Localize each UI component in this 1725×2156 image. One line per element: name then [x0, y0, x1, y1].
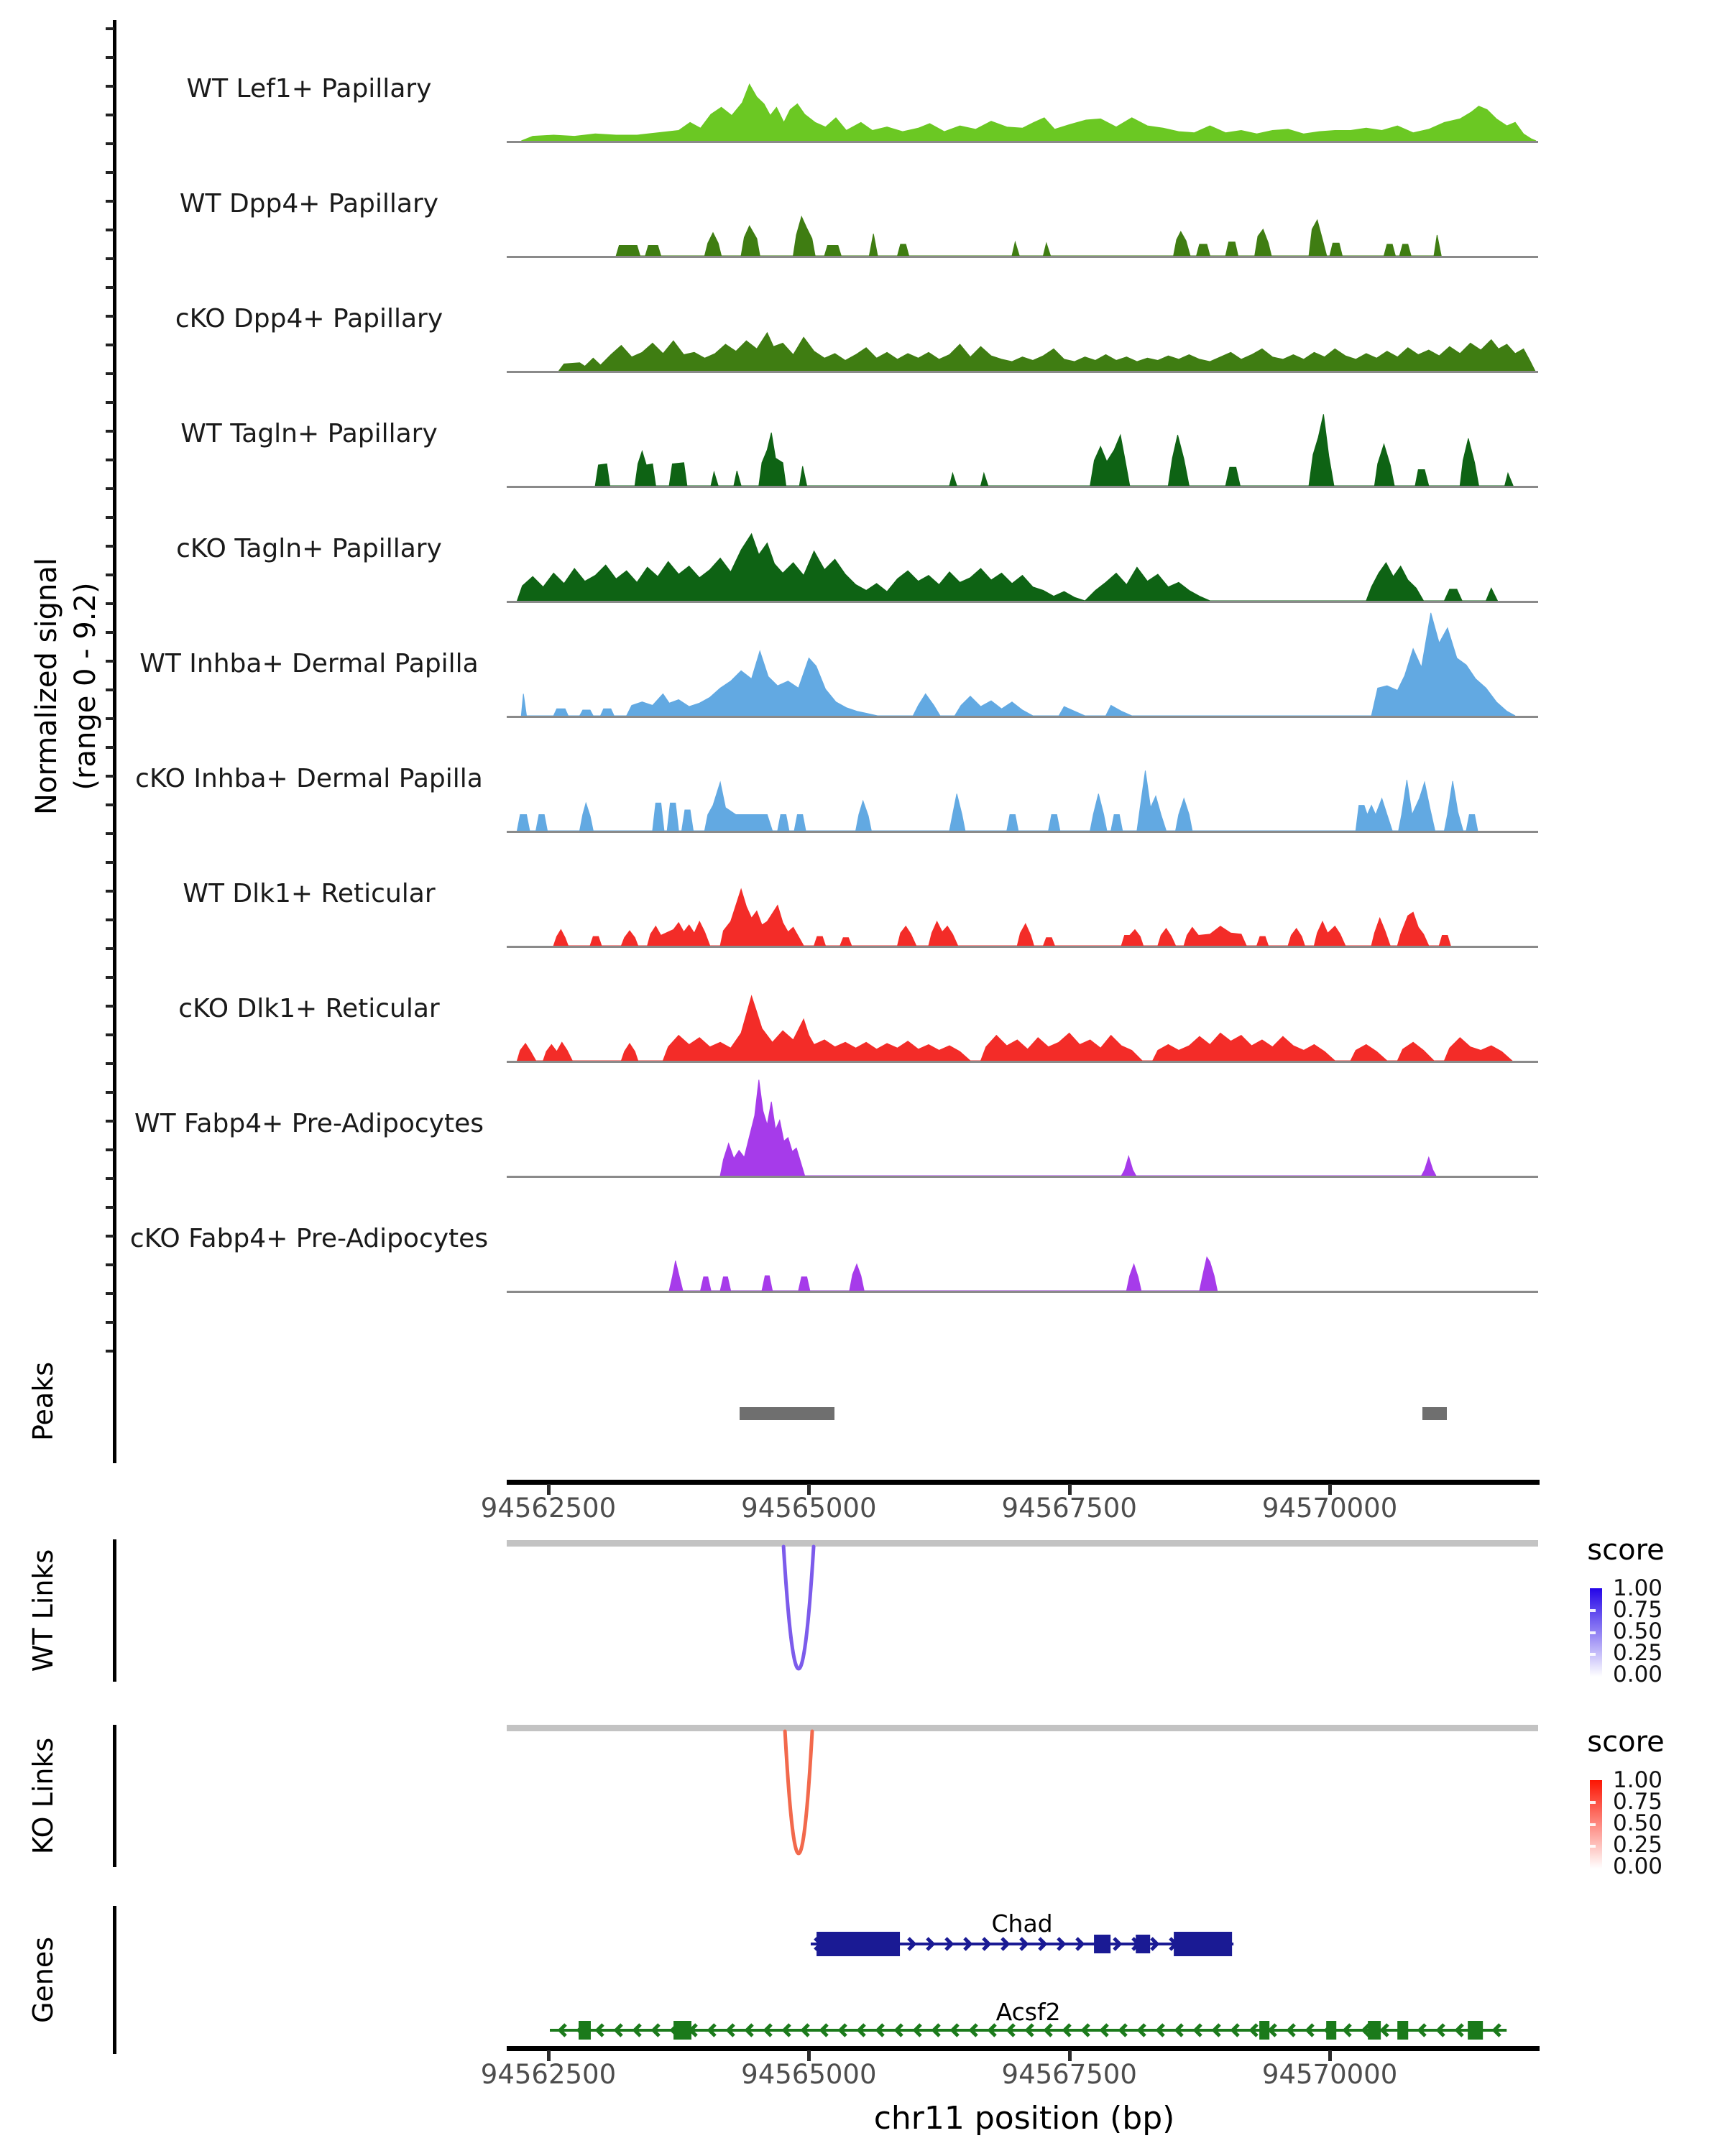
coverage-signal: [507, 724, 1538, 833]
section-label-ko-links: KO Links: [27, 1737, 59, 1855]
coverage-signal: [507, 609, 1538, 718]
track-label: WT Fabp4+ Pre-Adipocytes: [134, 1109, 484, 1138]
y-axis-tick: [106, 602, 114, 605]
y-axis-tick: [106, 229, 114, 231]
track-label: WT Lef1+ Papillary: [186, 74, 432, 103]
ko-score-label-100: 1.00: [1613, 1767, 1663, 1793]
track-baseline: [507, 601, 1538, 603]
y-axis-label-line1: Normalized signal: [30, 558, 63, 815]
y-axis-tick: [106, 1091, 114, 1094]
track-baseline: [507, 486, 1538, 488]
coverage-signal: [507, 149, 1538, 258]
gene-label: Acsf2: [995, 1998, 1061, 2026]
y-axis-tick: [106, 459, 114, 461]
y-axis-tick: [106, 27, 114, 30]
y-axis-tick: [106, 573, 114, 576]
genomic-axis-tick-label: 94567500: [1001, 2059, 1137, 2090]
section-label-peaks: Peaks: [27, 1361, 59, 1442]
wt-score-label-000: 0.00: [1613, 1662, 1663, 1687]
genomic-axis-tick-label: 94562500: [480, 1493, 617, 1524]
wt-links-axis-line: [113, 1539, 116, 1682]
y-axis-tick: [106, 688, 114, 691]
track-baseline: [507, 1061, 1538, 1063]
y-axis-tick: [106, 746, 114, 749]
y-axis-tick: [106, 1033, 114, 1036]
track-label: WT Inhba+ Dermal Papilla: [139, 649, 479, 678]
y-axis-tick: [106, 947, 114, 950]
wt-score-label-075: 0.75: [1613, 1597, 1663, 1623]
wt-score-label-050: 0.50: [1613, 1618, 1663, 1644]
wt-score-legend-title: score: [1587, 1534, 1665, 1567]
genomic-axis-tick-label: 94562500: [480, 2059, 617, 2090]
y-axis-tick: [106, 56, 114, 59]
y-axis-tick: [106, 803, 114, 806]
track-baseline: [507, 946, 1538, 948]
y-axis-tick: [106, 1263, 114, 1266]
wt-score-label-100: 1.00: [1613, 1575, 1663, 1601]
track-label: WT Dpp4+ Papillary: [179, 189, 439, 218]
genomic-axis-tick-label: 94565000: [741, 2059, 877, 2090]
track-baseline: [507, 716, 1538, 718]
link-loop: [507, 1725, 1538, 1869]
y-axis-tick: [106, 918, 114, 921]
y-axis-label-line2: (range 0 - 9.2): [69, 582, 102, 791]
y-axis-tick: [106, 1062, 114, 1065]
ko-score-label-075: 0.75: [1613, 1789, 1663, 1815]
y-axis-tick: [106, 861, 114, 864]
y-axis-tick: [106, 401, 114, 404]
x-axis-title: chr11 position (bp): [873, 2100, 1175, 2137]
coverage-signal: [507, 34, 1538, 143]
track-label: WT Dlk1+ Reticular: [183, 879, 436, 908]
gene-label: Chad: [991, 1909, 1053, 1938]
y-axis-tick: [106, 344, 114, 346]
track-label: cKO Tagln+ Papillary: [176, 534, 442, 563]
track-label: cKO Fabp4+ Pre-Adipocytes: [129, 1224, 489, 1253]
y-axis-tick: [106, 1148, 114, 1151]
track-label: cKO Inhba+ Dermal Papilla: [135, 764, 483, 793]
coverage-signal: [507, 839, 1538, 948]
ko-score-label-050: 0.50: [1613, 1810, 1663, 1836]
y-axis-line: [113, 20, 116, 1353]
y-axis-tick: [106, 1292, 114, 1295]
y-axis-tick: [106, 516, 114, 519]
y-axis-tick: [106, 257, 114, 260]
y-axis-tick: [106, 114, 114, 116]
ko-score-colorbar: [1590, 1780, 1602, 1869]
y-axis-tick: [106, 631, 114, 634]
track-baseline: [507, 141, 1538, 143]
y-axis-tick: [106, 717, 114, 720]
y-axis-tick: [106, 1177, 114, 1180]
track-baseline: [507, 1291, 1538, 1293]
track-baseline: [507, 1176, 1538, 1178]
y-axis-tick: [106, 286, 114, 289]
y-axis-tick: [106, 1321, 114, 1324]
y-axis-tick: [106, 976, 114, 979]
coverage-signal: [507, 264, 1538, 373]
track-baseline: [507, 371, 1538, 373]
section-label-genes: Genes: [27, 1936, 59, 2024]
y-axis-tick: [106, 1206, 114, 1209]
y-axis-tick: [106, 142, 114, 145]
wt-score-label-025: 0.25: [1613, 1640, 1663, 1666]
wt-score-colorbar: [1590, 1588, 1602, 1677]
ko-score-label-000: 0.00: [1613, 1853, 1663, 1879]
y-axis-tick: [106, 171, 114, 174]
y-axis-tick: [106, 832, 114, 835]
genomic-axis-line: [507, 1480, 1540, 1485]
peak-interval: [1422, 1407, 1447, 1420]
genomic-axis-tick-label: 94570000: [1261, 1493, 1398, 1524]
track-label: cKO Dlk1+ Reticular: [178, 994, 440, 1023]
peaks-axis-line: [113, 1339, 116, 1463]
section-label-wt-links: WT Links: [27, 1549, 59, 1672]
y-axis-tick: [106, 487, 114, 490]
track-baseline: [507, 256, 1538, 258]
track-label: cKO Dpp4+ Papillary: [175, 304, 443, 333]
track-baseline: [507, 831, 1538, 833]
genomic-axis-tick-label: 94565000: [741, 1493, 877, 1524]
peak-interval: [740, 1407, 834, 1420]
genomic-axis-tick-label: 94567500: [1001, 1493, 1137, 1524]
ko-score-label-025: 0.25: [1613, 1832, 1663, 1858]
genes-axis-line: [113, 1906, 116, 2054]
coverage-signal: [507, 954, 1538, 1063]
genomic-axis-tick-label: 94570000: [1261, 2059, 1398, 2090]
ko-score-legend-title: score: [1587, 1726, 1665, 1759]
link-loop: [507, 1540, 1538, 1684]
ko-links-axis-line: [113, 1725, 116, 1867]
coverage-signal: [507, 1069, 1538, 1178]
coverage-signal: [507, 494, 1538, 603]
y-axis-tick: [106, 372, 114, 375]
coverage-signal: [507, 1184, 1538, 1293]
coverage-signal: [507, 379, 1538, 488]
track-label: WT Tagln+ Papillary: [180, 419, 438, 448]
